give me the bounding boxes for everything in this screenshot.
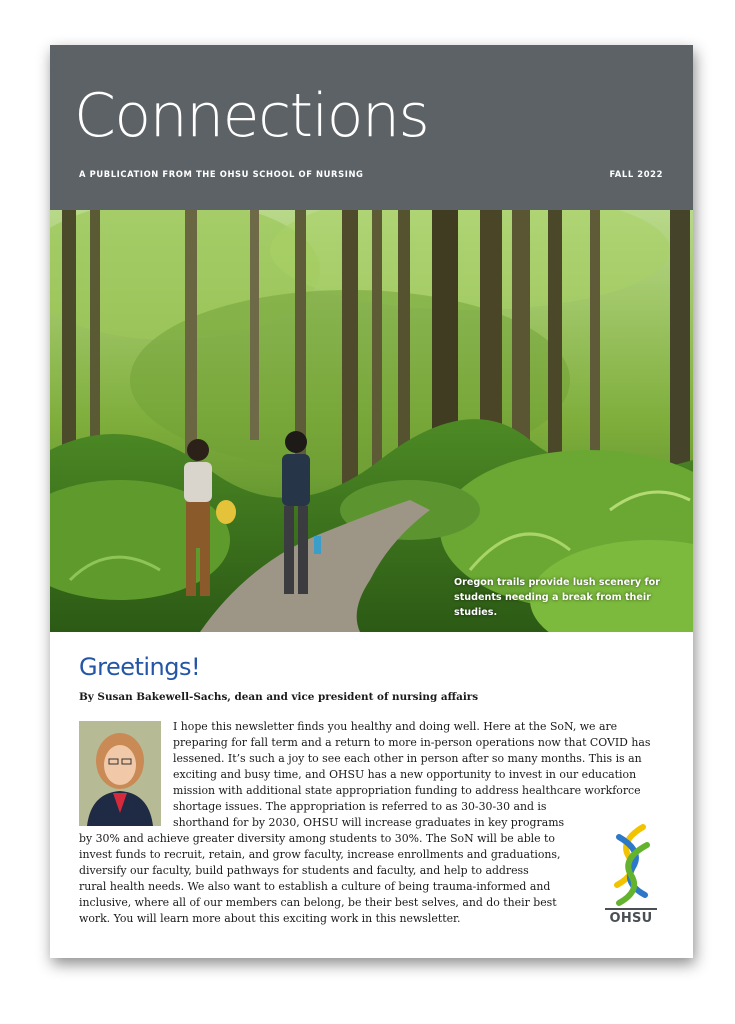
body-line: mission with additional state appropriation funding to address healthcare workforce [173,784,641,797]
body-line: inclusive, where all of our members can belong, be their best selves, and do their best [79,896,557,909]
article-heading: Greetings! [79,653,201,681]
body-line: by 30% and achieve greater diversity among students to 30%. The SoN will be able to [79,832,555,845]
issue-label: FALL 2022 [609,169,663,179]
body-line: work. You will learn more about this exciting work in this newsletter. [79,912,461,925]
body-line: preparing for fall term and a return to more in-person operations now that COVID has [173,736,651,749]
body-line: I hope this newsletter finds you healthy and doing well. Here at the SoN, we are [173,720,618,733]
masthead [50,45,693,210]
body-line: shorthand for by 2030, OHSU will increase graduates in key programs [173,816,565,829]
body-line: diversify our faculty, build pathways for students and faculty, and help to address [79,864,529,877]
body-line: rural health needs. We also want to establish a culture of being trauma-informed and [79,880,551,893]
newsletter-page [50,45,693,958]
author-portrait [79,721,161,826]
ohsu-logo-text: OHSU [609,911,653,926]
hero-photo [50,210,693,632]
photo-caption: Oregon trails provide lush scenery for students needing a break from their studies. [454,577,660,618]
body-line: lessened. It’s such a joy to see each other in person after so many months. This is an [173,752,642,765]
body-line: shortage issues. The appropriation is referred to as 30-30-30 and is [173,800,547,813]
publication-title: Connections [74,81,429,151]
body-line: invest funds to recruit, retain, and grow faculty, increase enrollments and graduations, [79,848,561,861]
forest-trail-image [50,210,693,632]
body-line: exciting and busy time, and OHSU has a new opportunity to invest in our education [173,768,637,781]
article-byline: By Susan Bakewell-Sachs, dean and vice president of nursing affairs [79,691,479,703]
publication-subtitle: A PUBLICATION FROM THE OHSU SCHOOL OF NURSING [79,169,364,179]
